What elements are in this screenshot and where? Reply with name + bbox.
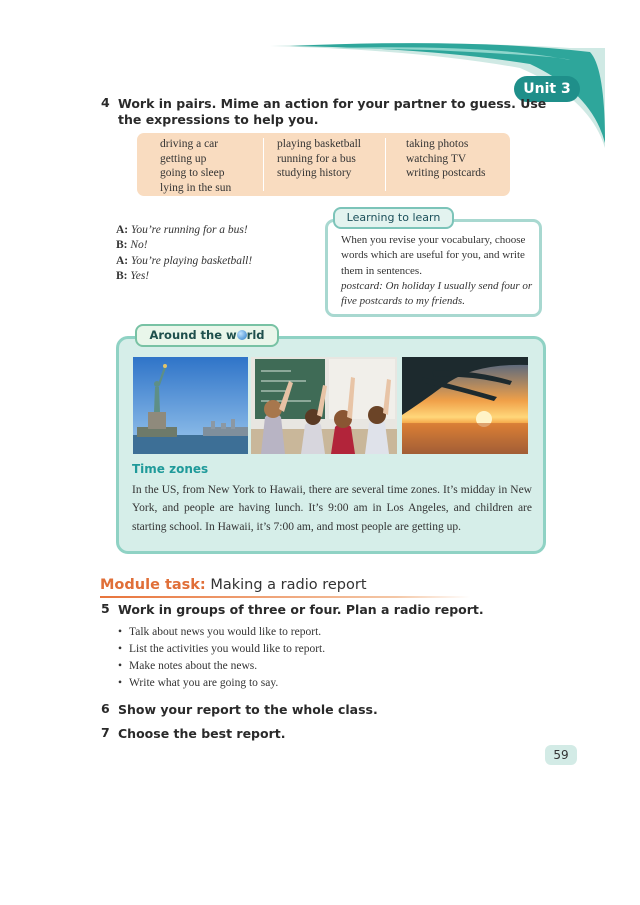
classroom-photo — [251, 357, 397, 454]
column-divider — [263, 138, 264, 191]
unit-badge: Unit 3 — [514, 76, 580, 102]
phrase: watching TV — [406, 152, 467, 165]
dialog-line — [116, 254, 252, 269]
example-dialog — [116, 223, 252, 284]
phrase-table — [137, 133, 510, 196]
phrase: taking photos — [406, 138, 469, 150]
question-7-number: 7 — [101, 725, 110, 740]
title-part: rld — [246, 328, 265, 342]
statue-of-liberty-photo — [133, 357, 248, 454]
speaker: A: — [116, 254, 129, 267]
phrase: running for a bus — [277, 152, 356, 165]
question-4-line-2: the expressions to help you. — [118, 112, 319, 127]
list-item: • Talk about news you would like to report. — [118, 624, 325, 641]
phrase: going to sleep — [160, 167, 225, 180]
list-item: • Write what you are going to say. — [118, 675, 325, 692]
speaker: B: — [116, 239, 128, 252]
around-the-world-title — [135, 324, 279, 347]
title-part: Around the w — [149, 328, 237, 342]
dialog-line — [116, 238, 252, 253]
learning-to-learn-title: Learning to learn — [333, 207, 454, 229]
task-bullets — [118, 624, 325, 692]
hawaii-sunset-photo — [402, 357, 528, 454]
phrase: getting up — [160, 152, 207, 165]
question-6-text: Show your report to the whole class. — [118, 702, 378, 717]
phrase-column-1 — [160, 137, 231, 196]
phrase: writing postcards — [406, 167, 486, 180]
question-5-text: Work in groups of three or four. Plan a radio report. — [118, 602, 484, 617]
list-item: • List the activities you would like to report. — [118, 641, 325, 658]
dialog-line — [116, 269, 252, 284]
phrase: lying in the sun — [160, 182, 232, 195]
dialog-text: Yes! — [130, 269, 150, 282]
phrase: playing basketball — [277, 138, 361, 150]
dialog-text: You’re running for a bus! — [131, 224, 248, 236]
module-task-title: Making a radio report — [205, 577, 367, 593]
speaker: B: — [116, 269, 128, 282]
list-item: • Make notes about the news. — [118, 658, 325, 675]
module-task-heading — [100, 577, 367, 593]
learning-tip: When you revise your vocabulary, choose words which are useful for you, and write them in sentences. — [341, 234, 526, 277]
phrase: studying history — [277, 167, 352, 180]
question-4-number: 4 — [101, 95, 110, 110]
learning-to-learn-text — [341, 233, 533, 309]
globe-icon — [237, 330, 247, 340]
question-7-text: Choose the best report. — [118, 726, 286, 741]
phrase-column-2 — [277, 137, 361, 181]
dialog-text: You’re playing basketball! — [131, 254, 253, 267]
module-task-underline — [100, 596, 470, 598]
learning-example: postcard: On holiday I usually send four or five postcards to my friends. — [341, 279, 533, 308]
question-6-number: 6 — [101, 701, 110, 716]
question-5-number: 5 — [101, 601, 110, 616]
time-zones-text: In the US, from New York to Hawaii, there are several time zones. It’s midday in New York, and people are having lunch. It’s 9:00 am in Los Angeles, and children are starting school. In Hawaii, it’s 7:00 am, and most people are getting up. — [132, 484, 532, 533]
dialog-line — [116, 223, 252, 238]
page-number: 59 — [545, 745, 577, 765]
time-zones-heading: Time zones — [132, 462, 209, 476]
dialog-text: No! — [130, 239, 148, 252]
phrase-column-3 — [406, 137, 486, 181]
module-task-label: Module task: — [100, 577, 206, 593]
question-4-line-1: Work in pairs. Mime an action for your partner to guess. Use — [118, 96, 547, 111]
speaker: A: — [116, 224, 129, 236]
column-divider — [385, 138, 386, 191]
phrase: driving a car — [160, 138, 219, 150]
